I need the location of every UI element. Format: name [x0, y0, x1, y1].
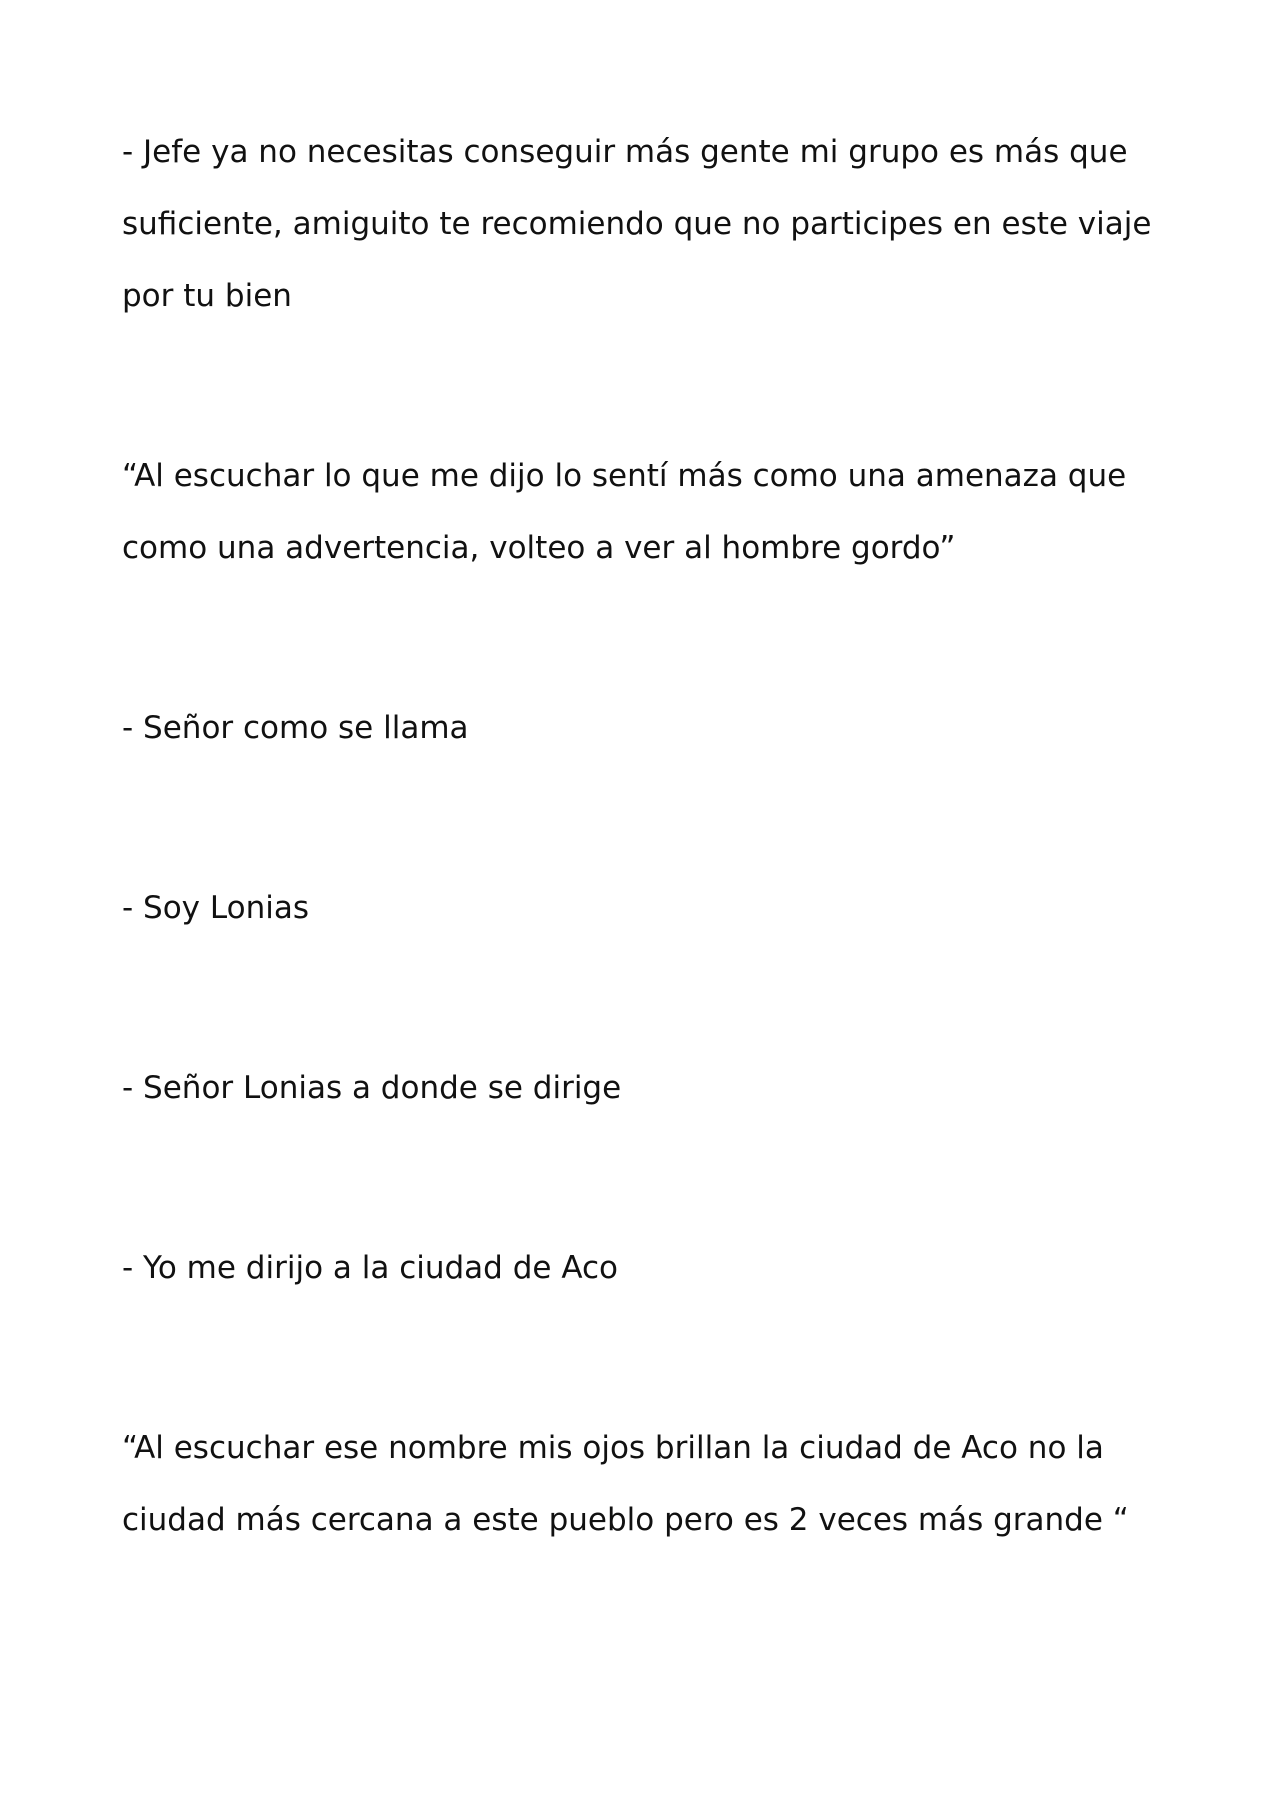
paragraph-narration-amenaza: “Al escuchar lo que me dijo lo sentí más como una amenaza que como una advertencia, volteo a ver al hombre gordo”	[122, 458, 1127, 566]
paragraph-dialogue-senor-nombre: - Señor como se llama	[122, 710, 469, 746]
paragraph-narration-ojos-brillan: “Al escuchar ese nombre mis ojos brillan la ciudad de Aco no la ciudad más cercana a este pueblo pero es 2 veces más grande “	[122, 1430, 1129, 1538]
paragraph-dialogue-jefe: - Jefe ya no necesitas conseguir más gente mi grupo es más que suficiente, amiguito te recomiendo que no participes en este viaje por tu bien	[122, 134, 1152, 314]
paragraph-dialogue-ciudad-aco: - Yo me dirijo a la ciudad de Aco	[122, 1250, 618, 1286]
paragraph-dialogue-soy-lonias: - Soy Lonias	[122, 890, 309, 926]
paragraph-dialogue-adonde: - Señor Lonias a donde se dirige	[122, 1070, 622, 1106]
